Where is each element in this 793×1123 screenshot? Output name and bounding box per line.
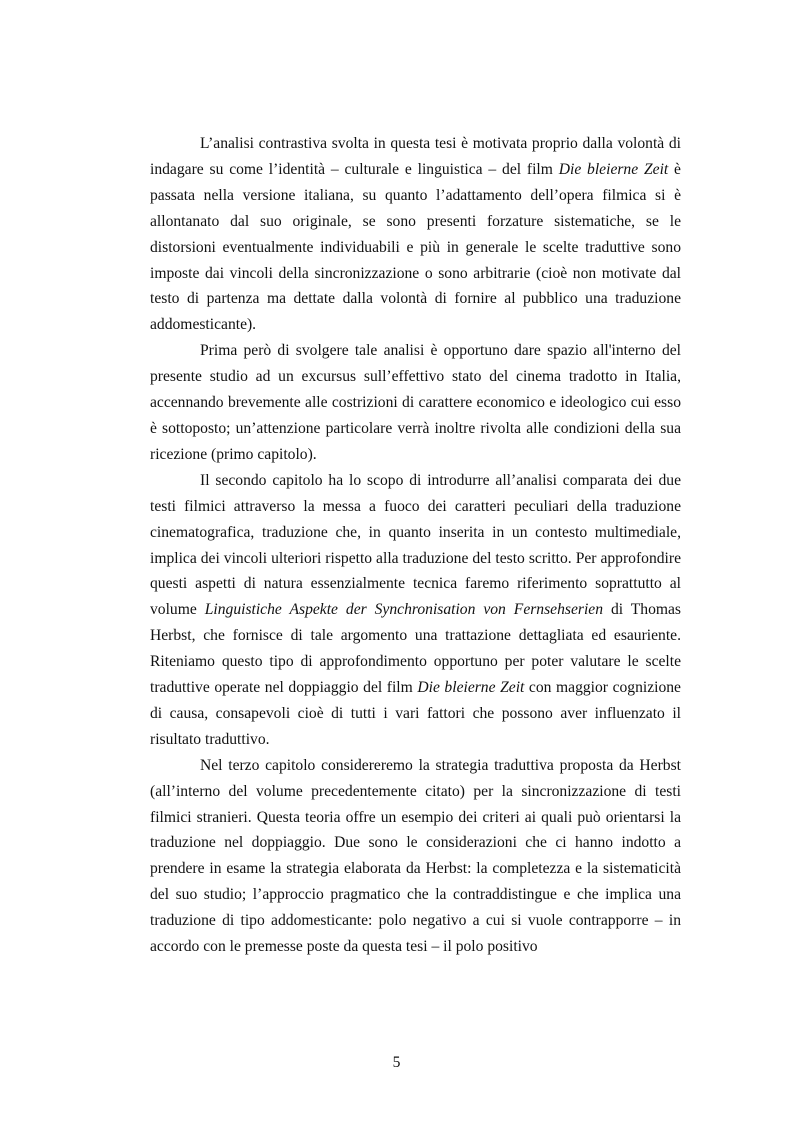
- book-title-italic: Linguistiche Aspekte der Synchronisation von Fernsehserien: [204, 601, 604, 619]
- page-body: [150, 131, 681, 960]
- paragraph-second-chapter-text-1: Il secondo capitolo ha lo scopo di introdurre all’analisi comparata dei due testi filmici attraverso la messa a fuoco dei caratteri peculiari della traduzione cinematografica, traduzione che, in quanto inserita in un contesto multimediale, implica dei vincoli ulteriori rispetto alla traduzione del testo scritto. Per approfondire questi aspetti di natura essenzialmente tecnica faremo riferimento soprattutto al volume: [150, 471, 681, 619]
- paragraph-third-chapter-text: Nel terzo capitolo considereremo la strategia traduttiva proposta da Herbst (all’interno del volume precedentemente citato) per la sincronizzazione di testi filmici stranieri. Questa teoria offre un esempio dei criteri ai quali può orientarsi la traduzione nel doppiaggio. Due sono le considerazioni che ci hanno indotto a prendere in esame la strategia elaborata da Herbst: la completezza e la sistematicità del suo studio; l’approccio pragmatico che la contraddistingue e che implica una traduzione di tipo addomesticante: polo negativo a cui si vuole contrapporre – in accordo con le premesse poste da questa tesi – il polo positivo: [150, 756, 681, 956]
- paragraph-intro-text-1: L’analisi contrastiva svolta in questa tesi è motivata proprio dalla volontà di indagare su come l’identità – culturale e linguistica – del film: [150, 135, 681, 178]
- paragraph-second-chapter: [150, 468, 681, 753]
- paragraph-second-chapter-text-2: di Thomas Herbst, che fornisce di tale argomento una trattazione dettagliata ed esauriente. Riteniamo questo tipo di approfondimento opportuno per poter valutare le scelte traduttive operate nel doppiaggio del film: [150, 601, 681, 697]
- paragraph-second-chapter-text-3: con maggior cognizione di causa, consapevoli cioè di tutti i vari fattori che possono aver influenzato il risultato traduttivo.: [150, 679, 681, 748]
- page-number: 5: [392, 1054, 401, 1071]
- film-title-italic: Die bleierne Zeit: [558, 160, 669, 178]
- paragraph-intro-text-2: è passata nella versione italiana, su quanto l’adattamento dell’opera filmica si è allontanato dal suo originale, se sono presenti forzature sistematiche, se le distorsioni eventualmente individuabili e più in generale le scelte traduttive sono imposte dai vincoli della sincronizzazione o sono arbitrarie (cioè non motivate dal testo di partenza ma dettate dalla volontà di fornire al pubblico una traduzione addomesticante).: [150, 160, 681, 334]
- film-title-italic-2: Die bleierne Zeit: [417, 679, 525, 697]
- paragraph-intro: [150, 131, 681, 338]
- paragraph-first-chapter: [150, 338, 681, 468]
- paragraph-first-chapter-text: Prima però di svolgere tale analisi è opportuno dare spazio all'interno del presente studio ad un excursus sull’effettivo stato del cinema tradotto in Italia, accennando brevemente alle costrizioni di carattere economico e ideologico cui esso è sottoposto; un’attenzione particolare verrà inoltre rivolta alle condizioni della sua ricezione (primo capitolo).: [150, 342, 681, 463]
- paragraph-third-chapter: [150, 753, 681, 960]
